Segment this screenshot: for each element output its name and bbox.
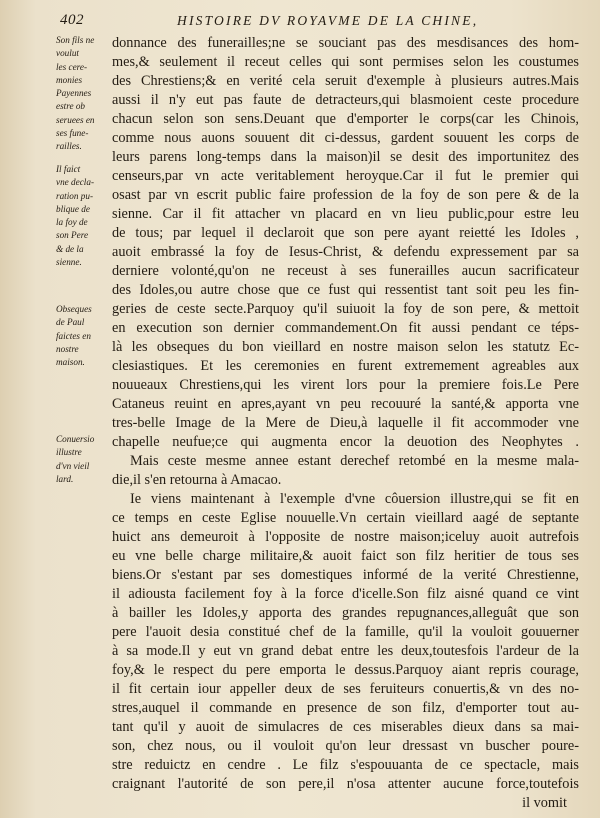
text-line: ce temps en ceste Eglise nouuelle.Vn certain vieillard aagé de septante xyxy=(112,510,579,526)
margin-note: Obseques de Paul faictes en nostre maison. xyxy=(56,304,92,368)
text-line: clesiastiques. Et les ceremonies en furent extremement agreables aux xyxy=(112,358,579,374)
text-line: comme nous auons souuent dit ci-dessus, gardent souuent les corps de xyxy=(112,130,579,146)
text-line: pere l'auoit desia constitué chef de la famille, qu'il la vouloit gouuerner xyxy=(112,624,579,640)
text-line: tant qu'il y auoit de simulacres de ces miserables dieux dans sa mai- xyxy=(112,719,579,735)
text-line: tres-belle Image de la Mere de Dieu,à laquelle il fit accommoder vne xyxy=(112,415,579,431)
text-line: craignant l'autorité de son pere,il n'osa attenter aucune force,toutefois xyxy=(112,776,579,792)
text-line: derniere volonté,qu'on ne receust à ses funerailles aucun sacrificateur xyxy=(112,263,579,279)
text-line: osast par vn escrit public faire profession de la foy de son pere & de la xyxy=(112,187,579,203)
text-line: il fit certain iour appeller deux de ses feruiteurs conuertis,& vn des no- xyxy=(112,681,579,697)
margin-note: Son fils ne voulut les cere- monies Payennes estre ob seruees en ses fune- railles. xyxy=(56,35,95,152)
text-line: à bailler les Idoles,y apporta des grandes repugnances,alleguât que son xyxy=(112,605,579,621)
margin-note: Il faict vne decla- ration pu- blique de la foy de son Pere & de la sienne. xyxy=(56,164,95,268)
text-line: Ie viens maintenant à l'exemple d'vne côuersion illustre,qui se fit en xyxy=(130,491,579,507)
text-line: donnance des funerailles;ne se souciant pas des mesdisances des hom- xyxy=(112,35,579,51)
text-line: là les obseques du bon vieillard en nostre maison selon les statutz Ec- xyxy=(112,339,579,355)
text-line: des Idoles,ou autre chose que ce fust qui ressentist tant soit peu les fin- xyxy=(112,282,579,298)
text-line: aussi il n'y eut pas faute de detracteurs,qui blasmoient ceste procedure xyxy=(112,92,579,108)
running-title: HISTOIRE DV ROYAVME DE LA CHINE, xyxy=(177,13,479,28)
text-line: die,il s'en retourna à Amacao. xyxy=(112,472,282,488)
text-line: leurs parens long-temps dans la maison)il se desit des importunitez des xyxy=(112,149,579,165)
text-line: Cataneus reuint en apres,ayant vn peu recouuré la santé,& apporta vne xyxy=(112,396,579,412)
text-line: en execution son dernier commandement.On fit aussi pendant ce téps- xyxy=(112,320,579,336)
text-line: auoit embrassé la foy de Iesus-Christ, & defendu expressement par sa xyxy=(112,244,579,260)
text-line: biens.Or s'estant par ses domestiques informé de la verité Chrestienne, xyxy=(112,567,579,583)
text-line: stres,auquel il commande en presence de son filz, d'emporter tout au- xyxy=(112,700,579,716)
margin-note: Conuersio illustre d'vn vieil lard. xyxy=(56,434,95,484)
text-line: eu vne belle charge militaire,& auoit faict son filz heritier de tous ses xyxy=(112,548,579,564)
catchword: il vomit xyxy=(522,795,567,811)
text-line: il adiousta facilement foy à la force d'icelle.Son filz aisné quand ce vint xyxy=(112,586,579,602)
text-line: mes,& seulement il receut celles qui sont permises selon les coustumes xyxy=(112,54,579,70)
text-line: chacun selon son sens.Deuant que d'emporter le corps(car les Chinois, xyxy=(112,111,579,127)
text-line: des Chrestiens;& en verité cela seruit d'exemple à plusieurs autres.Mais xyxy=(112,73,579,89)
text-line: à sa mode.Il y eut vn grand debat entre les deux,toutesfois l'ardeur de la xyxy=(112,643,579,659)
text-line: stre reduictz en cendre . Le filz s'espouuanta de ce spectacle, mais xyxy=(112,757,579,773)
text-line: chapelle neufue;ce qui augmenta encor la deuotion des Neophytes . xyxy=(112,434,579,450)
page-header xyxy=(60,12,576,32)
text-line: son, chez nous, ou il vouloit qu'on leur dressast vn buscher poure- xyxy=(112,738,579,754)
text-line: nouueaux Chrestiens,qui les virent lors pour la premiere fois.Le Pere xyxy=(112,377,579,393)
text-line: sienne. Car il fit attacher vn placard en vn lieu public,pour estre leu xyxy=(112,206,579,222)
text-line: foy,& le respect du pere emporta le dessus.Parquoy aiant repris courage, xyxy=(112,662,579,678)
body-text xyxy=(112,34,579,813)
text-line: de tous; par lequel il declaroit que son pere ayant reietté les Idoles , xyxy=(112,225,579,241)
text-line: Mais ceste mesme annee estant derechef retombé en la mesme mala- xyxy=(130,453,579,469)
text-line: geries de ceste secte.Parquoy qu'il suiuoit la foy de son pere, & mettoit xyxy=(112,301,579,317)
page-number: 402 xyxy=(60,12,84,28)
text-line: huict ans demeuroit à l'opposite de nostre maison;iceluy auoit autrefois xyxy=(112,529,579,545)
text-line: censeurs,par vn acte veritablement heroyque.Car il fut le premier qui xyxy=(112,168,579,184)
